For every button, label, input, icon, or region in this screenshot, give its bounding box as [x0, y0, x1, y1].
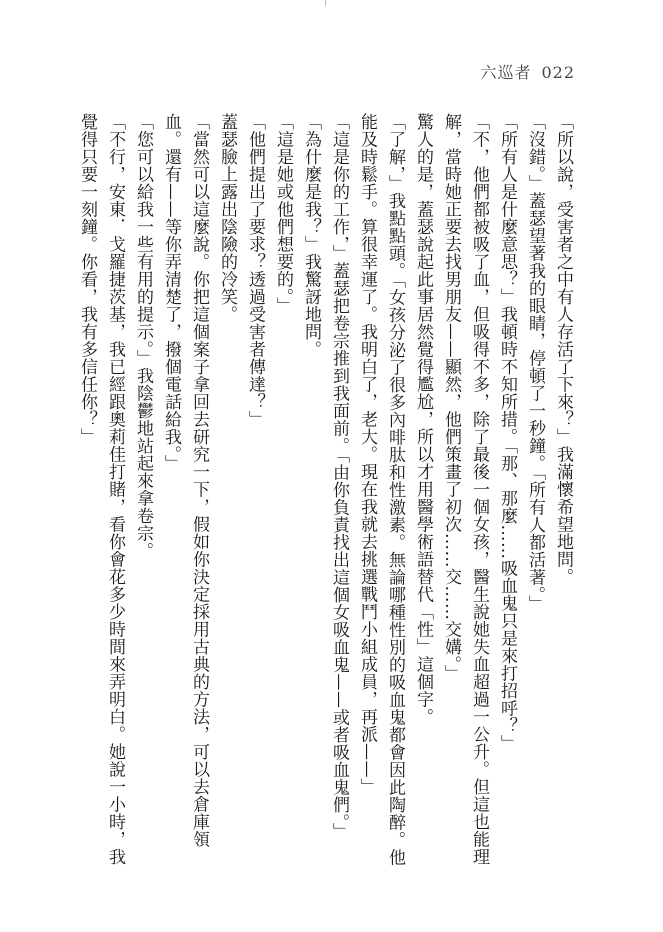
paragraph: 「所有人是什麼意思？」我頓時不知所措。「那、那麼……吸血鬼只是來打招呼？」: [497, 113, 517, 752]
page-fold-mark: [325, 0, 326, 6]
paragraph: 驚人的是，蓋瑟說起此事居然覺得尷尬，所以才用醫學術語替代「性」這個字。: [413, 113, 433, 726]
paragraph: 「了解，」我點點頭。「女孩分泌了很多內啡肽和性激素。無論哪種性別的吸血鬼都會因此陶醉。他能及時鬆手。算很幸運了。我明白了，老大。現在我就去挑選戰鬥小組成員，再派——」: [357, 113, 405, 866]
book-title: 六巡者: [480, 63, 532, 82]
paragraph: 「不，他們都被吸了血，但吸得不多，除了最後一個女孩，醫生說她失血超過一公升。但這也能理解，當時她正要去找男朋友——顯然，他們策畫了初次……交……交媾。」: [441, 113, 489, 866]
paragraph: 「所以說，受害者之中有人存活了下來？」我滿懷希望地問。: [553, 113, 573, 586]
paragraph: 蓋瑟臉上露出陰險的冷笑。: [217, 113, 237, 323]
paragraph: 「沒錯。」蓋瑟望著我的眼睛，停頓了一秒鐘。「所有人都活著。」: [525, 113, 545, 613]
paragraph: 「當然可以這麼說。你把這個案子拿回去研究一下，假如你決定採用古典的方法，可以去倉庫領血。還有——等你弄清楚了，撥個電話給我。」: [161, 113, 209, 848]
running-header: [480, 60, 575, 83]
paragraph: 「這是你的工作，」蓋瑟把卷宗推到我面前。「由你負責找出這個女吸血鬼——或者吸血鬼們。」: [329, 113, 349, 840]
paragraph: 「不行，安東．戈羅捷茨基，我已經跟奧莉佳打賭，看你會花多少時間來弄明白。她說一小時，我覺得只要一刻鐘。你看，我有多信任你？」: [77, 113, 125, 866]
paragraph: 「這是她或他們想要的。」: [273, 113, 293, 315]
body-text: [77, 113, 577, 873]
paragraph: 「您可以給我一些有用的提示。」我陰鬱地站起來拿卷宗。: [133, 113, 153, 560]
paragraph: 「為什麼是我？」我驚訝地問。: [301, 113, 321, 358]
paragraph: 「他們提出了要求？透過受害者傳達？」: [245, 113, 265, 428]
page-number: 022: [541, 63, 575, 82]
